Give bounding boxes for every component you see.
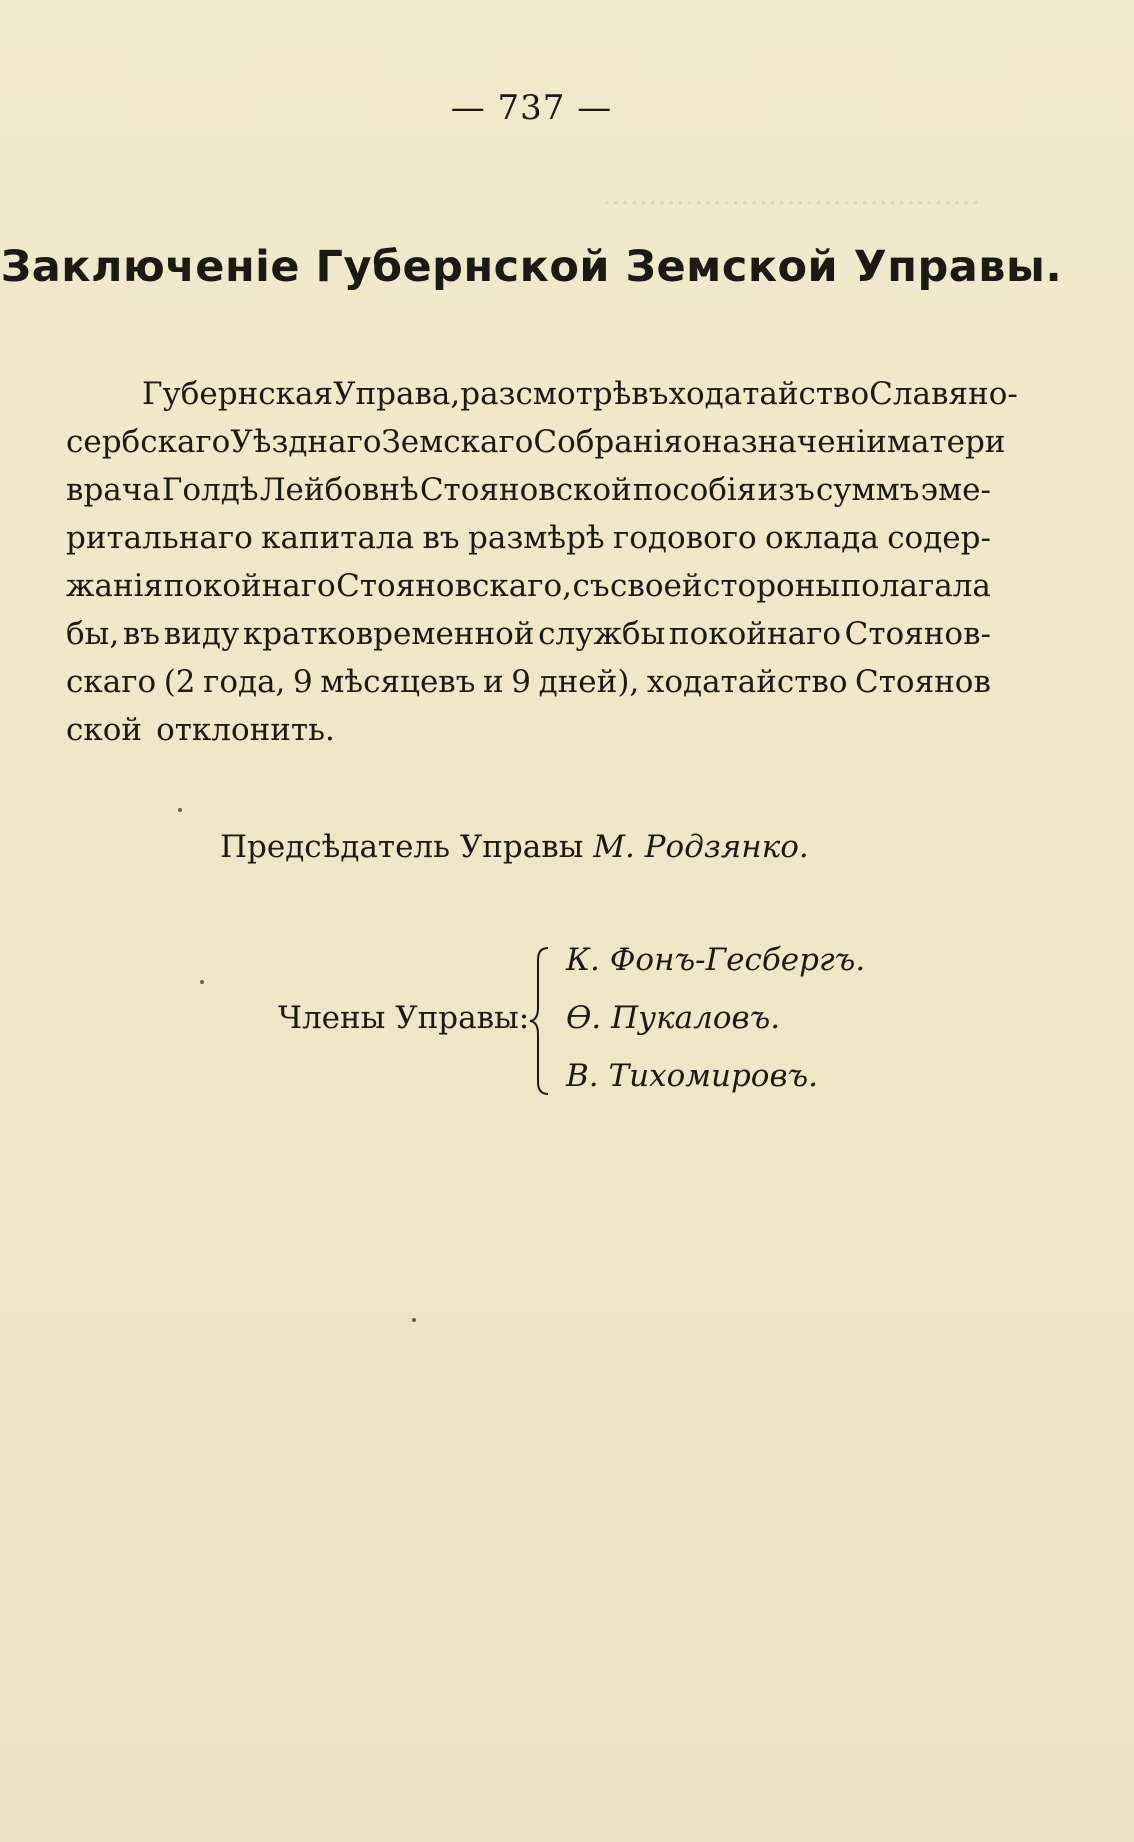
member-name: В. Тихомировъ.	[566, 1058, 819, 1094]
word: кратковременной	[242, 616, 535, 652]
word: отклонить.	[156, 712, 335, 748]
word: мѣсяцевъ	[320, 664, 476, 700]
word: Земскаго	[381, 424, 534, 460]
word: въ	[122, 616, 161, 652]
word: эме-	[920, 472, 991, 508]
word: суммъ	[815, 472, 920, 508]
page-number: — 737 —	[450, 88, 613, 128]
word: размѣрѣ	[468, 520, 605, 556]
word: Губернская	[142, 376, 334, 412]
curly-brace-icon	[528, 946, 552, 1096]
body-paragraph	[66, 370, 1018, 754]
word: Голдѣ	[161, 472, 259, 508]
word: виду	[163, 616, 240, 652]
section-title: Заключеніе Губернской Земской Управы.	[0, 242, 1063, 292]
word: Стоянов	[855, 664, 991, 700]
text-line	[66, 514, 991, 562]
word: сербскаго	[66, 424, 231, 460]
word: своей	[610, 568, 703, 604]
chairman-label: Предсѣдатель Управы	[220, 829, 584, 865]
paper-speck	[178, 808, 182, 812]
word: матери	[886, 424, 1006, 460]
word: 9	[511, 664, 531, 700]
paper-speck	[200, 980, 204, 984]
word: покойнаго	[668, 616, 841, 652]
text-line	[66, 658, 991, 706]
word: года,	[203, 664, 286, 700]
text-line	[66, 370, 1018, 418]
word: службы	[538, 616, 666, 652]
word: капитала	[261, 520, 415, 556]
word: разсмотрѣвъ	[460, 376, 669, 412]
word: ской	[66, 712, 143, 748]
member-name: Ѳ. Пукаловъ.	[566, 1000, 781, 1036]
word: Стояновскаго,	[336, 568, 573, 604]
bleed-through-texture: .........................................	[602, 177, 980, 211]
member-name: К. Фонъ-Гесбергъ.	[566, 942, 866, 978]
word: съ	[572, 568, 610, 604]
word: Управа,	[333, 376, 461, 412]
chairman-signature	[220, 829, 809, 865]
word: Лейбовнѣ	[259, 472, 419, 508]
text-line	[66, 466, 991, 514]
word: оклада	[765, 520, 879, 556]
word: и	[483, 664, 504, 700]
word: Собранія	[533, 424, 683, 460]
text-line	[66, 418, 1006, 466]
word: изъ	[757, 472, 815, 508]
word: стороны	[703, 568, 841, 604]
word: содер-	[887, 520, 991, 556]
word: ходатайство	[668, 376, 870, 412]
word: 9	[292, 664, 313, 700]
word: полагала	[840, 568, 991, 604]
word: Стояновской	[419, 472, 632, 508]
word: о	[682, 424, 702, 460]
text-line	[66, 610, 991, 658]
word: (2	[163, 664, 196, 700]
word: врача	[66, 472, 161, 508]
word: Стоянов-	[844, 616, 991, 652]
word: ритальнаго	[66, 520, 253, 556]
chairman-name: М. Родзянко.	[593, 829, 809, 865]
word: пособія	[632, 472, 757, 508]
paper-speck	[412, 1318, 416, 1322]
word: въ	[422, 520, 460, 556]
text-line	[66, 562, 991, 610]
word: годового	[612, 520, 757, 556]
word: бы,	[66, 616, 120, 652]
word: ходатайство	[646, 664, 848, 700]
text-line	[66, 706, 991, 754]
word: скаго	[66, 664, 157, 700]
members-label: Члены Управы:	[278, 1000, 530, 1036]
word: жанія	[66, 568, 164, 604]
word: назначеніи	[701, 424, 887, 460]
word: покойнаго	[163, 568, 336, 604]
word: дней),	[538, 664, 640, 700]
word: Славяно-	[869, 376, 1018, 412]
word: Уѣзднаго	[230, 424, 382, 460]
